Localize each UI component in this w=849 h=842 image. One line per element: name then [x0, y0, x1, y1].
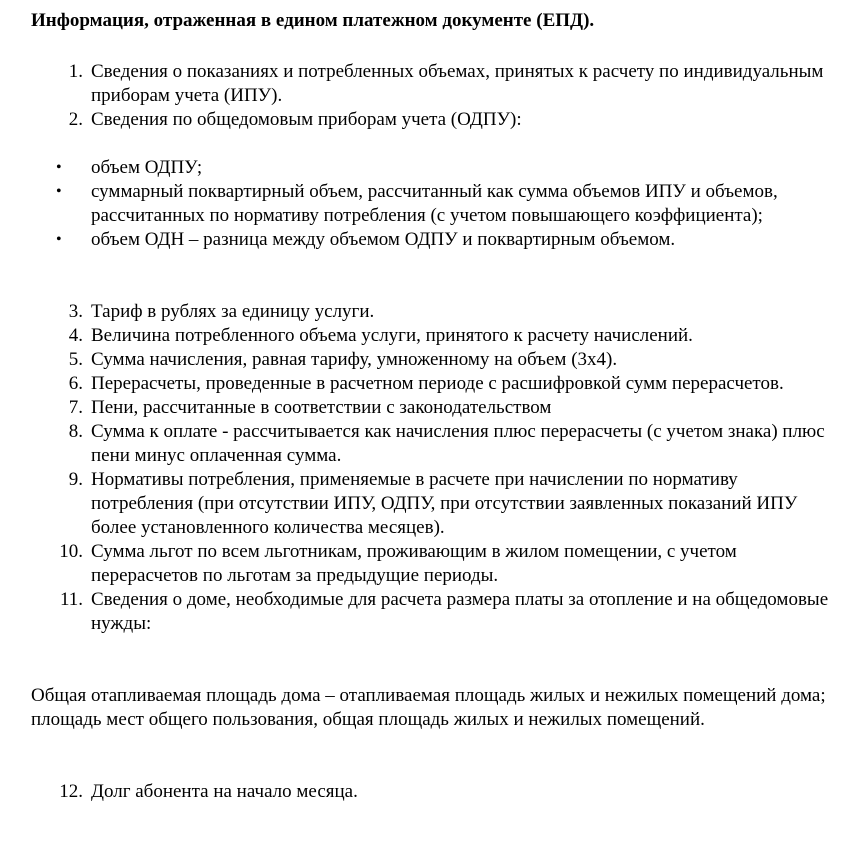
- list-item-text: Долг абонента на начало месяца.: [91, 781, 358, 802]
- bulleted-list: [0, 156, 849, 252]
- list-item-text: Сведения по общедомовым приборам учета (ОДПУ):: [91, 109, 522, 130]
- list-item-text: Перерасчеты, проведенные в расчетном периоде с расшифровкой сумм перерасчетов.: [91, 373, 784, 394]
- bullet-icon: •: [56, 231, 62, 248]
- list-item-number: 3.: [68, 301, 83, 322]
- list-item-text: Тариф в рублях за единицу услуги.: [91, 301, 375, 322]
- list-item-number: 9.: [68, 469, 83, 490]
- list-item-number: 8.: [68, 421, 83, 442]
- bullet-item-text: объем ОДН – разница между объемом ОДПУ и поквартирным объемом.: [91, 229, 676, 250]
- list-item-text: Сведения о показаниях и потребленных объемах, принятых к расчету по индивидуальным приборам учета (ИПУ).: [91, 61, 824, 106]
- list-item-number: 1.: [68, 61, 83, 82]
- list-item: [0, 468, 849, 540]
- list-item-number: 7.: [68, 397, 83, 418]
- list-item-number: 11.: [59, 589, 83, 610]
- list-item: [0, 108, 849, 132]
- list-item-number: 4.: [68, 325, 83, 346]
- bullet-icon: •: [56, 159, 62, 176]
- list-item: [0, 540, 849, 588]
- list-item: [0, 396, 849, 420]
- list-item: [0, 324, 849, 348]
- bullet-item: [0, 180, 849, 228]
- numbered-list-a: [0, 60, 849, 132]
- list-item-text: Сведения о доме, необходимые для расчета размера платы за отопление и на общедомовые нужды:: [91, 589, 829, 634]
- list-item-text: Сумма начисления, равная тарифу, умноженному на объем (3x4).: [91, 349, 618, 370]
- list-item: [0, 780, 849, 804]
- bullet-item-text: объем ОДПУ;: [91, 157, 203, 178]
- paragraph-text: Общая отапливаемая площадь дома – отапливаемая площадь жилых и нежилых помещений дома; площадь мест общего пользования, общая площадь жилых и нежилых помещений.: [31, 685, 826, 730]
- list-item: [0, 588, 849, 636]
- bullet-item: [0, 228, 849, 252]
- list-item-number: 6.: [68, 373, 83, 394]
- document-title: Информация, отраженная в едином платежном документе (ЕПД).: [31, 10, 595, 31]
- list-item: [0, 348, 849, 372]
- list-item-text: Нормативы потребления, применяемые в расчете при начислении по нормативу потребления (при отсутствии ИПУ, ОДПУ, при отсутствии заявленных показаний ИПУ более установленного количества месяцев).: [91, 469, 798, 538]
- list-item: [0, 60, 849, 108]
- list-item-text: Сумма льгот по всем льготникам, проживающим в жилом помещении, с учетом перерасчетов по льготам за предыдущие периоды.: [91, 541, 737, 586]
- list-item-text: Сумма к оплате - рассчитывается как начисления плюс перерасчеты (с учетом знака) плюс пени минус оплаченная сумма.: [91, 421, 825, 466]
- list-item-number: 2.: [68, 109, 83, 130]
- numbered-list-b: [0, 300, 849, 636]
- bullet-item-text: суммарный поквартирный объем, рассчитанный как сумма объемов ИПУ и объемов, рассчитанных по нормативу потребления (с учетом повышающего коэффициента);: [91, 181, 778, 226]
- bullet-item: [0, 156, 849, 180]
- list-item: [0, 300, 849, 324]
- list-item-text: Величина потребленного объема услуги, принятого к расчету начислений.: [91, 325, 693, 346]
- list-item: [0, 420, 849, 468]
- list-item-number: 5.: [68, 349, 83, 370]
- bullet-icon: •: [56, 183, 62, 200]
- list-item-number: 12.: [59, 781, 83, 802]
- list-item-number: 10.: [59, 541, 83, 562]
- list-item-text: Пени, рассчитанные в соответствии с законодательством: [91, 397, 552, 418]
- list-item: [0, 372, 849, 396]
- numbered-list-c: [0, 780, 849, 804]
